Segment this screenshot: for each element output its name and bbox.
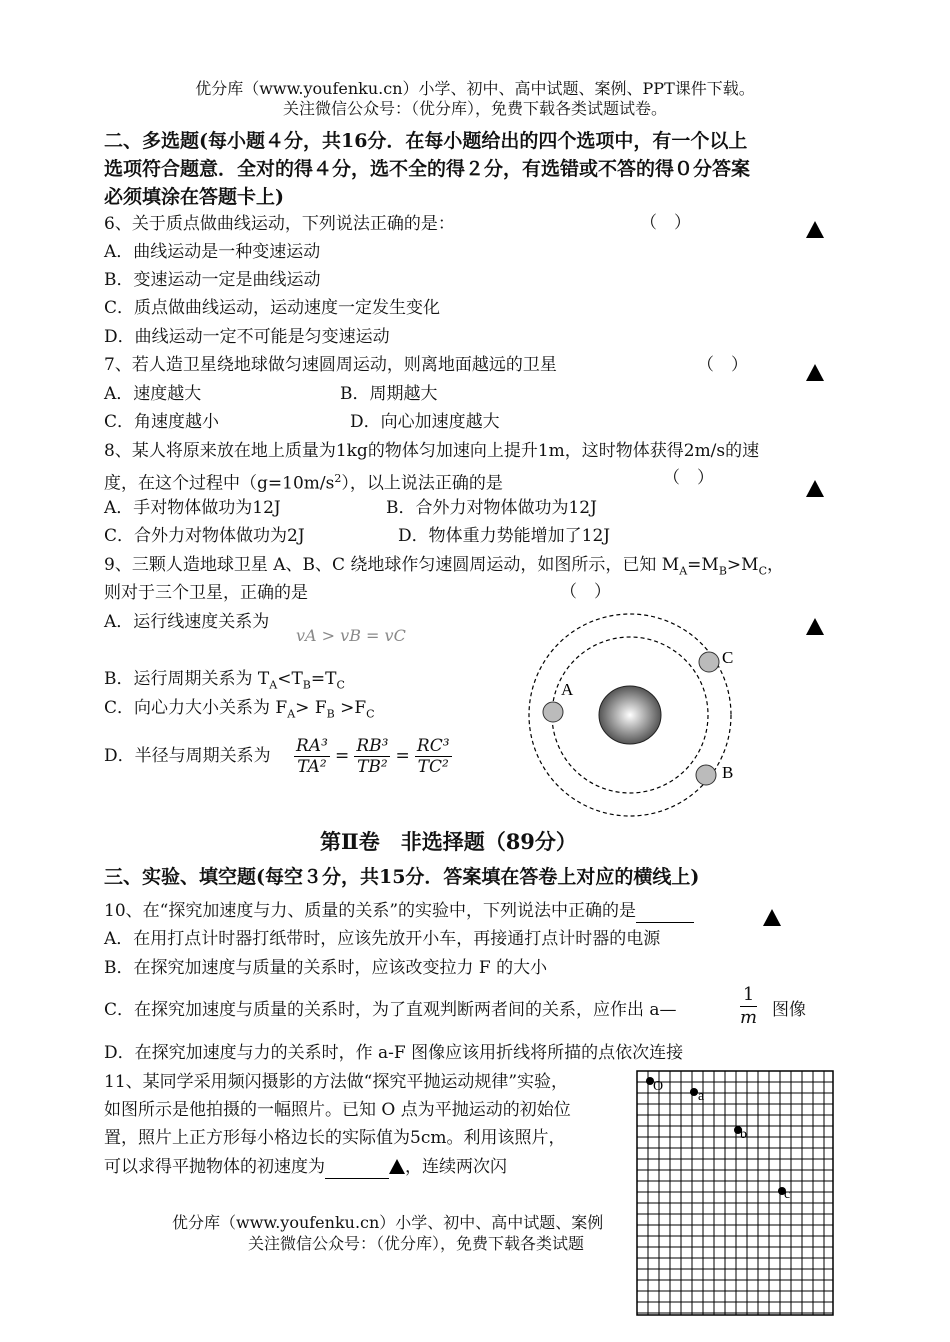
footer-line-1: 优分库（www.youfenku.cn）小学、初中、高中试题、案例 bbox=[172, 1213, 604, 1232]
q7-option-d: D．向心加速度越大 bbox=[350, 412, 500, 432]
q7-option-c: C．角速度越小 bbox=[104, 412, 220, 432]
header-line-1: 优分库（www.youfenku.cn）小学、初中、高中试题、案例、PPT课件下载。 bbox=[195, 79, 755, 98]
q10-option-d: D．在探究加速度与力的关系时，作 a-F 图像应该用折线将所描的点依次连接 bbox=[104, 1043, 684, 1063]
flash-photo-grid bbox=[636, 1070, 834, 1316]
q7-stem: 7、若人造卫星绕地球做匀速圆周运动，则离地面越远的卫星 bbox=[104, 355, 557, 375]
q10-option-a: A．在用打点计时器打纸带时，应该先放开小车，再接通打点计时器的电源 bbox=[104, 929, 661, 949]
q7-option-a: A．速度越大 bbox=[104, 384, 202, 404]
part2-title: 第Ⅱ卷 非选择题（89分） bbox=[320, 829, 577, 854]
q6-triangle-icon bbox=[806, 221, 824, 238]
q7-triangle-icon bbox=[806, 364, 824, 381]
q11-triangle-icon bbox=[389, 1159, 405, 1174]
q8-stem-line2: 度，在这个过程中$(g=10m/s^2)$，以上说法正确的是 bbox=[104, 472, 503, 494]
q9-option-a: A．运行线速度关系为 bbox=[104, 612, 270, 632]
q7-answer-paren: （ ） bbox=[697, 355, 748, 375]
section2-title-line1: 二、多选题(每小题４分，共16分．在每小题给出的四个选项中，有一个以上 bbox=[104, 130, 748, 152]
q10-blank[interactable] bbox=[636, 906, 694, 923]
label-c: C bbox=[722, 648, 734, 667]
q8-stem-line1: 8、某人将原来放在地上质量为1kg的物体匀加速向上提升1m，这时物体获得2m/s的速 bbox=[104, 441, 760, 461]
label-b: b bbox=[740, 1127, 747, 1142]
q9-stem-line2: 则对于三个卫星，正确的是 bbox=[104, 583, 308, 603]
q9-triangle-icon bbox=[806, 618, 824, 635]
q10-option-b: B．在探究加速度与质量的关系时，应该改变拉力 F 的大小 bbox=[104, 958, 548, 978]
earth bbox=[599, 686, 661, 744]
label-o: O bbox=[653, 1079, 664, 1094]
q6-answer-paren: （ ） bbox=[640, 213, 691, 233]
frac-b: $\frac{\text{RB³}}{\text{TB²}}$ bbox=[356, 736, 389, 777]
section2-title-line3: 必须填涂在答题卡上) bbox=[104, 186, 284, 208]
q8-triangle-icon bbox=[806, 480, 824, 497]
q11-line4: 可以求得平抛物体的初速度为 ，连续两次闪 bbox=[104, 1157, 507, 1177]
section3-title: 三、实验、填空题(每空３分，共15分．答案填在答卷上对应的横线上) bbox=[104, 866, 700, 888]
satellite-c bbox=[699, 652, 719, 672]
header-line-2: 关注微信公众号：（优分库），免费下载各类试题试卷。 bbox=[282, 99, 667, 118]
q11-line2: 如图所示是他拍摄的一幅照片。已知 O 点为平抛运动的初始位 bbox=[104, 1100, 571, 1120]
q8-option-b: B．合外力对物体做功为12J bbox=[386, 498, 597, 518]
q10-option-c: C．在探究加速度与质量的关系时，为了直观判断两者间的关系，应作出 a— bbox=[104, 1000, 677, 1020]
label-b: B bbox=[722, 763, 734, 782]
q6-option-c: C．质点做曲线运动，运动速度一定发生变化 bbox=[104, 298, 441, 318]
frac-a: $\frac{\text{RA³}}{\text{TA²}}$ bbox=[296, 736, 328, 777]
q9-stem-line1: 9、三颗人造地球卫星 A、B、C 绕地球作匀速圆周运动，如图所示，已知 $M_A=M_B>M_C$， bbox=[104, 555, 784, 578]
q9-option-d-formula: $\frac{\text{RA³}}{\text{TA²}}$ = $\frac{\text{RB³}}{\text{TB²}}$ = $\frac{\text{RC³}}{\text{TC²}}$ bbox=[296, 736, 450, 777]
q11-line1: 11、某同学采用频闪摄影的方法做“探究平抛运动规律”实验， bbox=[104, 1072, 569, 1092]
q8-option-d: D．物体重力势能增加了12J bbox=[398, 526, 611, 546]
point-a bbox=[690, 1088, 698, 1096]
q6-stem: 6、关于质点做曲线运动，下列说法正确的是： bbox=[104, 214, 455, 234]
q10-option-c-fraction: $\frac{1}{m}$ bbox=[740, 984, 758, 1028]
frac-c: $\frac{\text{RC³}}{\text{TC²}}$ bbox=[416, 736, 450, 777]
section2-title-line2: 选项符合题意．全对的得４分，选不全的得２分，有选错或不答的得０分答案 bbox=[104, 158, 751, 180]
q10-triangle-icon bbox=[763, 909, 781, 926]
q6-option-a: A．曲线运动是一种变速运动 bbox=[104, 242, 321, 262]
q9-option-a-formula: vA > vB = vC bbox=[296, 626, 406, 645]
q6-option-d: D．曲线运动一定不可能是匀变速运动 bbox=[104, 327, 390, 347]
orbit-diagram bbox=[520, 612, 750, 822]
q6-option-b: B．变速运动一定是曲线运动 bbox=[104, 270, 321, 290]
q7-option-b: B．周期越大 bbox=[340, 384, 438, 404]
q11-blank[interactable] bbox=[325, 1162, 389, 1179]
q9-option-d-label: D．半径与周期关系为 bbox=[104, 746, 271, 766]
q8-answer-paren: （ ） bbox=[663, 468, 714, 488]
q9-option-c: C．向心力大小关系为 $F_A> F_B >F_C$ bbox=[104, 698, 375, 721]
label-c: c bbox=[784, 1187, 791, 1202]
satellite-b bbox=[696, 765, 716, 785]
q10-option-c-post: 图像 bbox=[772, 1000, 806, 1020]
footer-line-2: 关注微信公众号：（优分库），免费下载各类试题 bbox=[248, 1234, 585, 1253]
satellite-a bbox=[543, 702, 563, 722]
q10-stem: 10、在“探究加速度与力、质量的关系”的实验中，下列说法中正确的是 bbox=[104, 899, 694, 923]
q8-option-c: C．合外力对物体做功为2J bbox=[104, 526, 305, 546]
q9-answer-paren: （ ） bbox=[560, 582, 611, 602]
q8-option-a: A．手对物体做功为12J bbox=[104, 498, 281, 518]
label-a: A bbox=[561, 680, 574, 699]
q11-line3: 置，照片上正方形每小格边长的实际值为5cm。利用该照片， bbox=[104, 1128, 566, 1148]
label-a: a bbox=[698, 1089, 705, 1104]
q9-option-b: B．运行周期关系为 $T_A<T_B=T_C$ bbox=[104, 669, 345, 692]
